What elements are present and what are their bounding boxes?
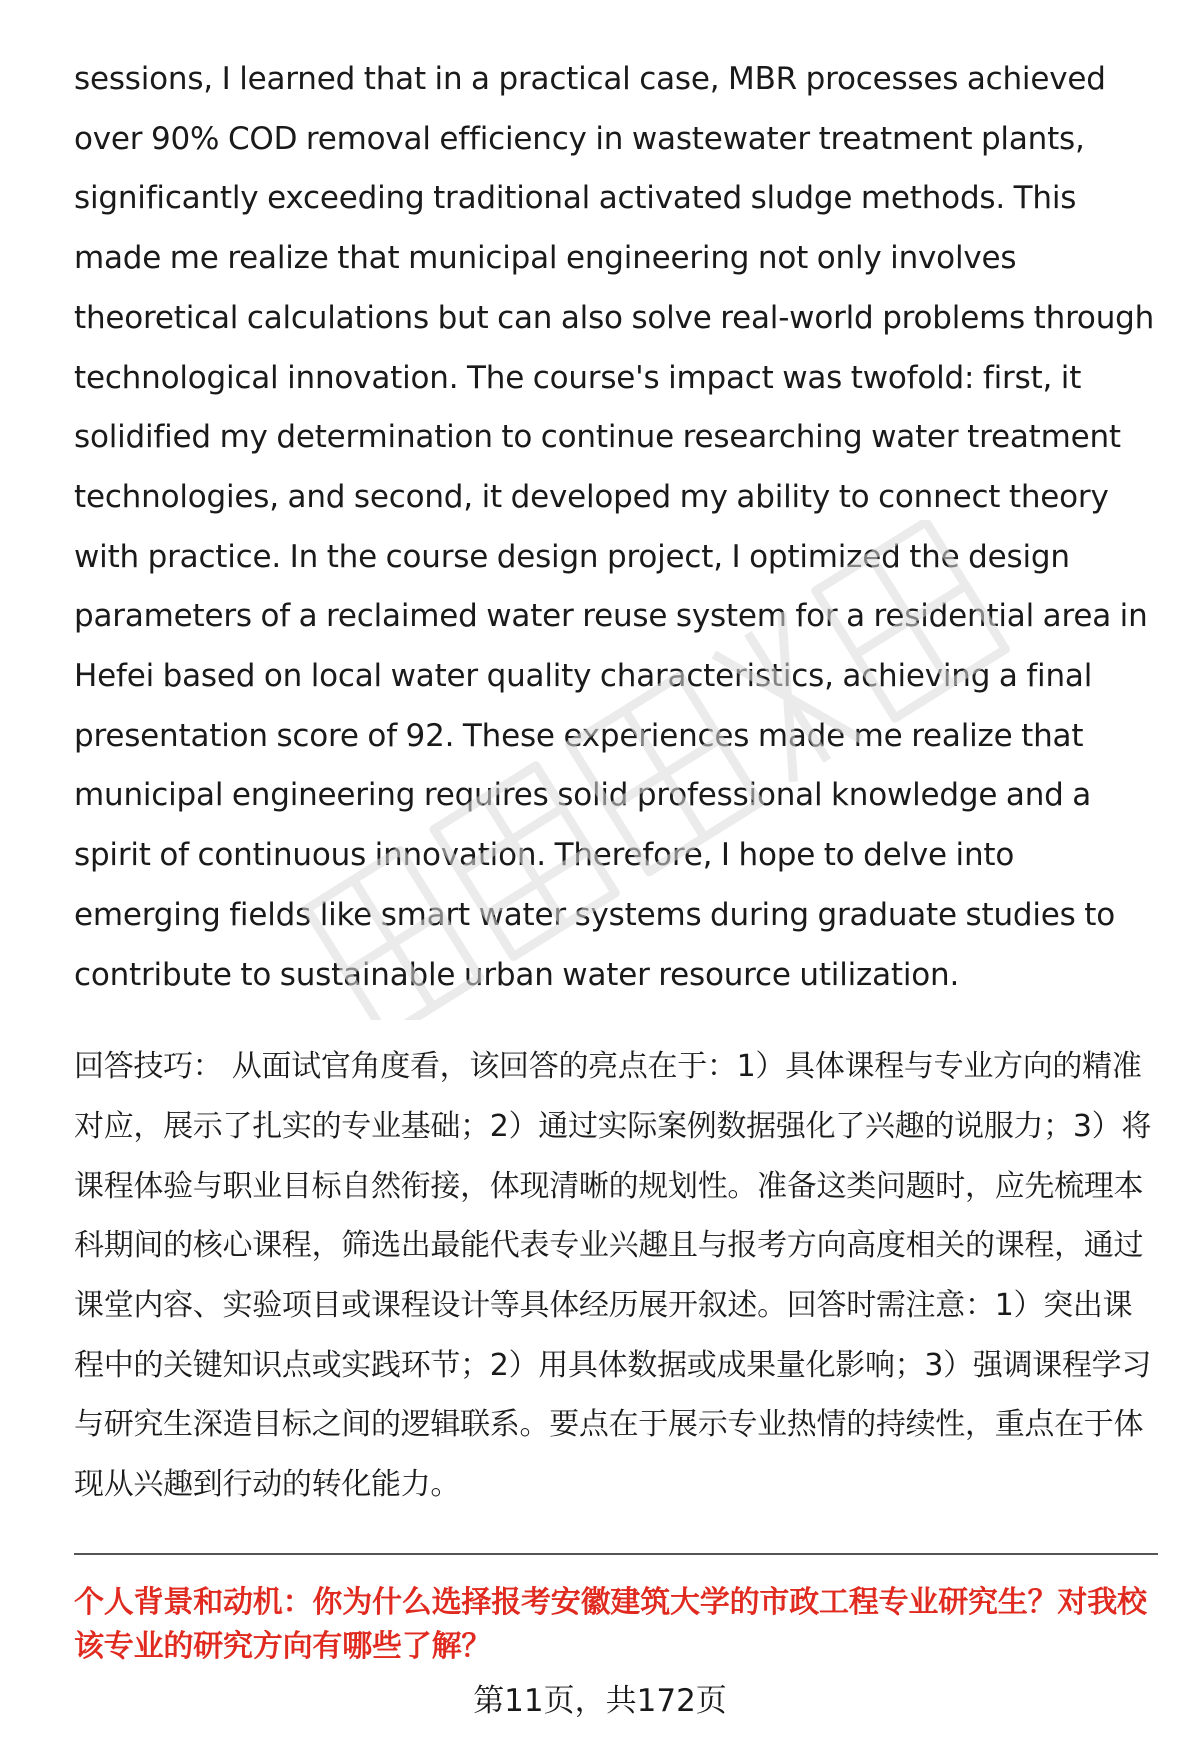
tips-text: 从面试官角度看，该回答的亮点在于：1）具体课程与专业方向的精准对应，展示了扎实的专业基础；2）通过实际案例数据强化了兴趣的说服力；3）将课程体验与职业目标自然衔接，体现清晰的规划性。准备这类问题时，应先梳理本科期间的核心课程，筛选出最能代表专业兴趣且与报考方向高度相关的课程，通过课堂内容、实验项目或课程设计等具体经历展开叙述。回答时需注意：1）突出课程中的关键知识点或实践环节；2）用具体数据或成果量化影响；3）强调课程学习与研究生深造目标之间的逻辑联系。要点在于展示专业热情的持续性，重点在于体现从兴趣到行动的转化能力。 bbox=[74, 1049, 1152, 1503]
answer-paragraph: sessions, I learned that in a practical case, MBR processes achieved over 90% COD removal efficiency in wastewater treatment plants, significantly exceeding traditional activated sludge methods. This made me realize that municipal engineering not only involves theoretical calculations but can also solve real-world problems through technological innovation. The course's impact was twofold: first, it solidified my determination to continue researching water treatment technologies, and second, it developed my ability to connect theory with practice. In the course design project, I optimized the design parameters of a reclaimed water reuse system for a residential area in Hefei based on local water quality characteristics, achieving a final presentation score of 92. These experiences made me realize that municipal engineering requires solid professional knowledge and a spirit of continuous innovation. Therefore, I hope to delve into emerging fields like smart water systems during graduate studies to contribute to sustainable urban water resource utilization. bbox=[74, 61, 1155, 993]
document-page bbox=[74, 50, 1158, 1669]
page-footer: 第11页，共172页 bbox=[473, 1683, 727, 1719]
next-question-heading: 个人背景和动机：你为什么选择报考安徽建筑大学的市政工程专业研究生？对我校该专业的研究方向有哪些了解？ bbox=[74, 1584, 1147, 1664]
tips-paragraph bbox=[74, 1037, 1158, 1515]
section-divider bbox=[74, 1553, 1158, 1555]
tips-label: 回答技巧： bbox=[74, 1049, 223, 1085]
